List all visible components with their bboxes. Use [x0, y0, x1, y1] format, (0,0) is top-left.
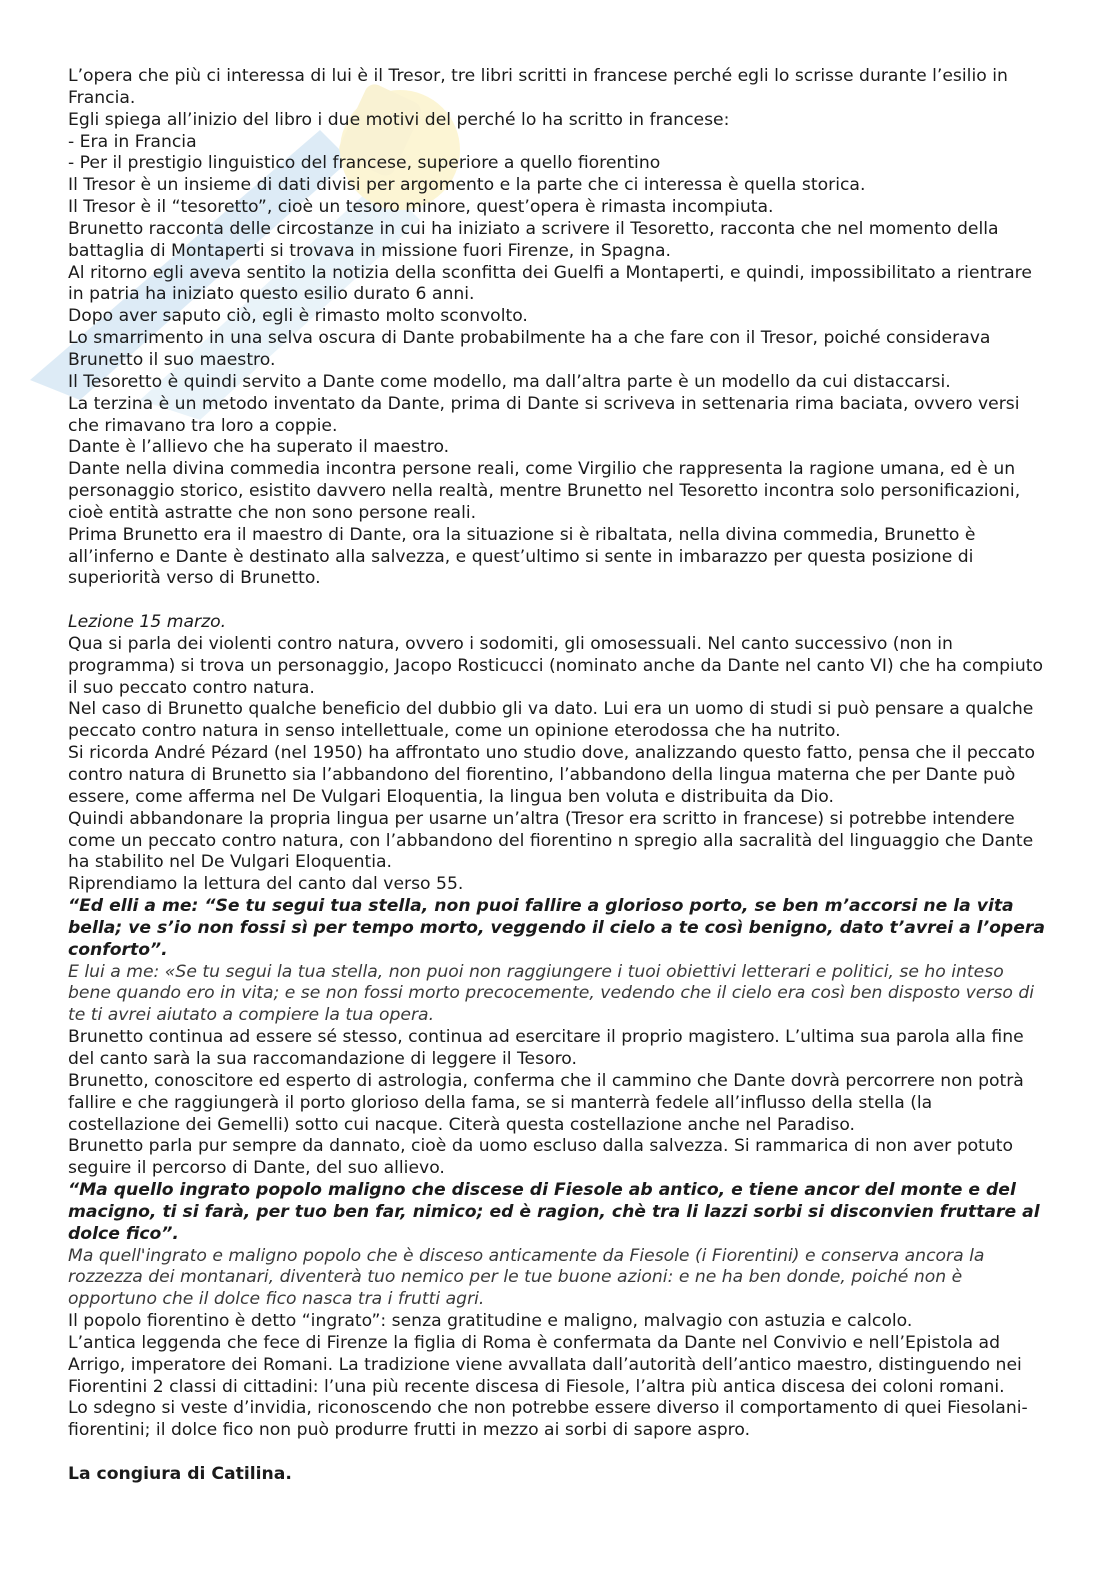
lesson-paragraph: Brunetto, conoscitore ed esperto di astrologia, conferma che il cammino che Dante dovrà percorrere non potrà fallire e che raggiungerà il porto glorioso della fama, se si manterrà fedele all’influsso della stella (la costellazione dei Gemelli) sotto cui nacque. Citerà questa costellazione anche nel Paradiso.	[68, 1070, 1024, 1135]
document-page	[68, 66, 1048, 1486]
intro-paragraph: Prima Brunetto era il maestro di Dante, ora la situazione si è ribaltata, nella divina commedia, Brunetto è all’inferno e Dante è destinato alla salvezza, e quest’ultimo si sente in imbarazzo per questa posizione di superiorità verso di Brunetto.	[68, 524, 976, 589]
intro-paragraph: Dante nella divina commedia incontra persone reali, come Virgilio che rappresenta la ragione umana, ed è un personaggio storico, esistito davvero nella realtà, mentre Brunetto nel Tesoretto incontra solo personificazioni, cioè entità astratte che non sono persone reali.	[68, 459, 1021, 523]
paragraph-spacer	[68, 590, 1048, 612]
lesson-paragraph: Si ricorda André Pézard (nel 1950) ha affrontato uno studio dove, analizzando questo fatto, pensa che il peccato contro natura di Brunetto sia l’abbandono del fiorentino, l’abbandono della lingua materna che per Dante può essere, come afferma nel De Vulgari Eloquentia, la lingua ben voluta e distribuita da Dio.	[68, 743, 1036, 807]
lesson-paragraph: Nel caso di Brunetto qualche beneficio del dubbio gli va dato. Lui era un uomo di studi si può pensare a qualche peccato contro natura in senso intellettuale, come un opinione eterodossa che ha nutrito.	[68, 699, 1034, 742]
intro-paragraph: Lo smarrimento in una selva oscura di Dante probabilmente ha a che fare con il Tresor, poiché considerava Brunetto il suo maestro.	[68, 328, 991, 370]
lesson-paragraph: Lo sdegno si veste d’invidia, riconoscendo che non potrebbe essere diverso il comportamento di quei Fiesolani-fiorentini; il dolce fico non può produrre frutti in mezzo ai sorbi di sapore aspro.	[68, 1398, 1028, 1441]
lesson-paragraph: Quindi abbandonare la propria lingua per usarne un’altra (Tresor era scritto in francese) si potrebbe intendere come un peccato contro natura, con l’abbandono del fiorentino n spregio alla sacralità del linguaggio che Dante ha stabilito nel De Vulgari Eloquentia.	[68, 808, 1034, 873]
verse-paraphrase: Ma quell'ingrato e maligno popolo che è disceso anticamente da Fiesole (i Fiorentini) e conserva ancora la rozzezza dei montanari, diventerà tuo nemico per le tue buone azioni: e ne ha ben donde, poiché non è opportuno che il dolce fico nasca tra i frutti agri.	[68, 1245, 985, 1310]
intro-paragraph: Egli spiega all’inizio del libro i due motivi del perché lo ha scritto in francese:	[68, 109, 730, 130]
intro-paragraph: Brunetto racconta delle circostanze in cui ha iniziato a scrivere il Tesoretto, racconta che nel momento della battaglia di Montaperti si trovava in missione fuori Firenze, in Spagna.	[68, 218, 999, 261]
lesson-paragraph: Brunetto parla pur sempre da dannato, cioè da uomo escluso dalla salvezza. Si rammarica di non aver potuto seguire il percorso di Dante, del suo allievo.	[68, 1136, 1014, 1179]
lesson-paragraph: Qua si parla dei violenti contro natura, ovvero i sodomiti, gli omosessuali. Nel canto successivo (non in programma) si trova un personaggio, Jacopo Rosticucci (nominato anche da Dante nel canto VI) che ha compiuto il suo peccato contro natura.	[68, 633, 1043, 698]
lesson-paragraph: Il popolo fiorentino è detto “ingrato”: senza gratitudine e maligno, malvagio con astuzia e calcolo.	[68, 1311, 913, 1332]
paragraph-spacer	[68, 1442, 1048, 1464]
lesson-paragraph: Riprendiamo la lettura del canto dal verso 55.	[68, 874, 464, 895]
intro-paragraph: Dante è l’allievo che ha superato il maestro.	[68, 437, 450, 458]
intro-paragraph: Al ritorno egli aveva sentito la notizia della sconfitta dei Guelfi a Montaperti, e quindi, impossibilitato a rientrare in patria ha iniziato questo esilio durato 6 anni.	[68, 262, 1032, 305]
lesson-title: Lezione 15 marzo.	[68, 612, 227, 633]
intro-paragraph: Il Tresor è un insieme di dati divisi per argomento e la parte che ci interessa è quella storica.	[68, 175, 866, 196]
intro-paragraph: Il Tesoretto è quindi servito a Dante come modello, ma dall’altra parte è un modello da cui distaccarsi.	[68, 371, 951, 392]
list-item: - Per il prestigio linguistico del francese, superiore a quello fiorentino	[68, 153, 661, 174]
lesson-paragraph: L’antica leggenda che fece di Firenze la figlia di Roma è confermata da Dante nel Convivio e nell’Epistola ad Arrigo, imperatore dei Romani. La tradizione viene avvallata dall’autorità dell’antico maestro, distinguendo nei Fiorentini 2 classi di cittadini: l’una più recente discesa di Fiesole, l’altra più antica discesa dei coloni romani.	[68, 1332, 1022, 1397]
intro-paragraph: Dopo aver saputo ciò, egli è rimasto molto sconvolto.	[68, 306, 528, 327]
lesson-paragraph: Brunetto continua ad essere sé stesso, continua ad esercitare il proprio magistero. L’ultima sua parola alla fine del canto sarà la sua raccomandazione di leggere il Tesoro.	[68, 1027, 1024, 1069]
verse-quote: “Ma quello ingrato popolo maligno che discese di Fiesole ab antico, e tiene ancor del monte e del macigno, ti si farà, per tuo ben far, nimico; ed è ragion, chè tra li lazzi sorbi si disconvien fruttare al dolce fico”.	[68, 1180, 1040, 1244]
verse-paraphrase: E lui a me: «Se tu segui la tua stella, non puoi non raggiungere i tuoi obiettivi letterari e politici, se ho inteso bene quando ero in vita; e se non fossi morto precocemente, vedendo che il cielo era così ben disposto verso di te ti avrei aiutato a compiere la tua opera.	[68, 961, 1035, 1026]
intro-paragraph: L’opera che più ci interessa di lui è il Tresor, tre libri scritti in francese perché egli lo scrisse durante l’esilio in Francia.	[68, 66, 1008, 108]
verse-quote: “Ed elli a me: “Se tu segui tua stella, non puoi fallire a glorioso porto, se ben m’accorsi ne la vita bella; ve s’io non fossi sì per tempo morto, veggendo il cielo a te così benigno, dato t’avrei a l’opera conforto”.	[68, 896, 1045, 960]
intro-paragraph: La terzina è un metodo inventato da Dante, prima di Dante si scriveva in settenaria rima baciata, ovvero versi che rimavano tra loro a coppie.	[68, 393, 1020, 436]
intro-paragraph: Il Tresor è il “tesoretto”, cioè un tesoro minore, quest’opera è rimasta incompiuta.	[68, 197, 774, 218]
section-heading: La congiura di Catilina.	[68, 1464, 292, 1484]
list-item: - Era in Francia	[68, 131, 197, 152]
